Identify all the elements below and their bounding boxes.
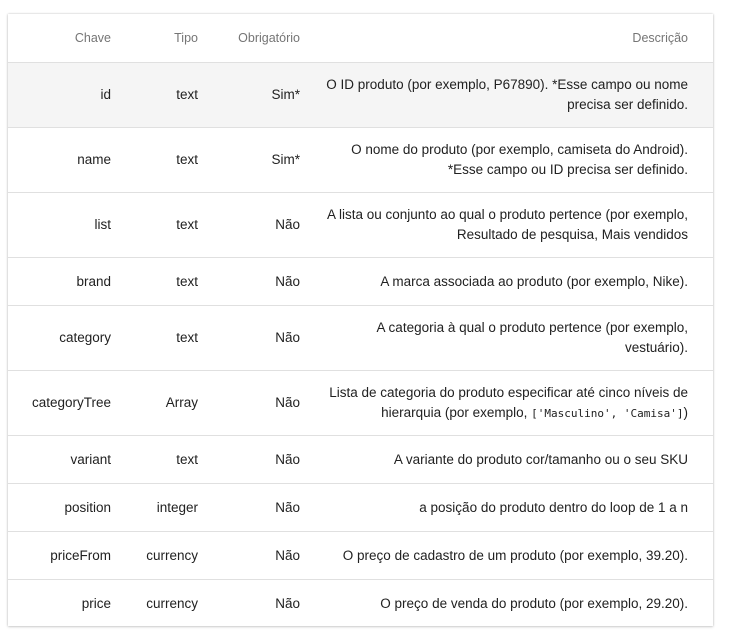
- cell-description: [300, 371, 713, 436]
- description-line: O nome do produto (por exemplo, camiseta do Android).: [351, 142, 688, 157]
- cell-required: Não: [198, 371, 300, 436]
- cell-type: text: [111, 436, 198, 484]
- cell-description: A variante do produto cor/tamanho ou o seu SKU: [300, 436, 713, 484]
- description-line: A lista ou conjunto ao qual o produto pertence (por exemplo,: [327, 207, 688, 222]
- properties-table: [8, 14, 713, 627]
- cell-required: Não: [198, 484, 300, 532]
- cell-required: Não: [198, 306, 300, 371]
- cell-key: id: [8, 63, 111, 128]
- cell-type: currency: [111, 532, 198, 580]
- cell-description: a posição do produto dentro do loop de 1 a n: [300, 484, 713, 532]
- table-row: [8, 306, 713, 371]
- description-line-prefix: hierarquia (por exemplo,: [381, 404, 532, 420]
- cell-description: A marca associada ao produto (por exemplo, Nike).: [300, 258, 713, 306]
- table-row: [8, 193, 713, 258]
- description-line: Resultado de pesquisa, Mais vendidos: [456, 227, 688, 242]
- cell-required: Não: [198, 258, 300, 306]
- cell-type: text: [111, 193, 198, 258]
- cell-required: Não: [198, 193, 300, 258]
- cell-type: currency: [111, 580, 198, 628]
- cell-type: Array: [111, 371, 198, 436]
- cell-key: name: [8, 128, 111, 193]
- description-line: Lista de categoria do produto especificar até cinco níveis de: [329, 384, 688, 400]
- header-required: Obrigatório: [238, 31, 300, 45]
- cell-key: list: [8, 193, 111, 258]
- cell-key: priceFrom: [8, 532, 111, 580]
- cell-type: text: [111, 258, 198, 306]
- table-row: [8, 371, 713, 436]
- cell-description: O preço de cadastro de um produto (por exemplo, 39.20).: [300, 532, 713, 580]
- cell-type: integer: [111, 484, 198, 532]
- table-row: [8, 484, 713, 532]
- description-line: vestuário).: [624, 340, 688, 355]
- cell-required: Não: [198, 580, 300, 628]
- cell-required: Não: [198, 532, 300, 580]
- cell-description: [300, 193, 713, 258]
- description-line: O ID produto (por exemplo, P67890). *Esse campo ou nome: [326, 77, 688, 92]
- cell-key: price: [8, 580, 111, 628]
- cell-description: [300, 63, 713, 128]
- table-row: [8, 128, 713, 193]
- cell-type: text: [111, 306, 198, 371]
- cell-description: O preço de venda do produto (por exemplo, 29.20).: [300, 580, 713, 628]
- table-header-row: [8, 14, 713, 63]
- header-description: Descrição: [632, 31, 688, 45]
- cell-required: Sim*: [198, 128, 300, 193]
- cell-key: category: [8, 306, 111, 371]
- properties-card: [8, 14, 713, 626]
- description-line: precisa ser definido.: [567, 97, 688, 112]
- table-row: [8, 63, 713, 128]
- table-row: [8, 436, 713, 484]
- table-row: [8, 532, 713, 580]
- cell-required: Sim*: [198, 63, 300, 128]
- description-line-suffix: ): [683, 404, 688, 420]
- cell-description: [300, 306, 713, 371]
- header-key: Chave: [74, 31, 111, 45]
- table-row: [8, 580, 713, 628]
- description-line: A categoria à qual o produto pertence (por exemplo,: [376, 320, 688, 335]
- cell-key: categoryTree: [8, 371, 111, 436]
- description-line: *Esse campo ou ID precisa ser definido.: [447, 162, 688, 177]
- cell-description: [300, 128, 713, 193]
- cell-required: Não: [198, 436, 300, 484]
- cell-type: text: [111, 63, 198, 128]
- cell-type: text: [111, 128, 198, 193]
- code-snippet: ['Masculino', 'Camisa']: [531, 406, 684, 420]
- cell-key: brand: [8, 258, 111, 306]
- cell-key: variant: [8, 436, 111, 484]
- header-type: Tipo: [174, 31, 198, 45]
- table-row: [8, 258, 713, 306]
- cell-key: position: [8, 484, 111, 532]
